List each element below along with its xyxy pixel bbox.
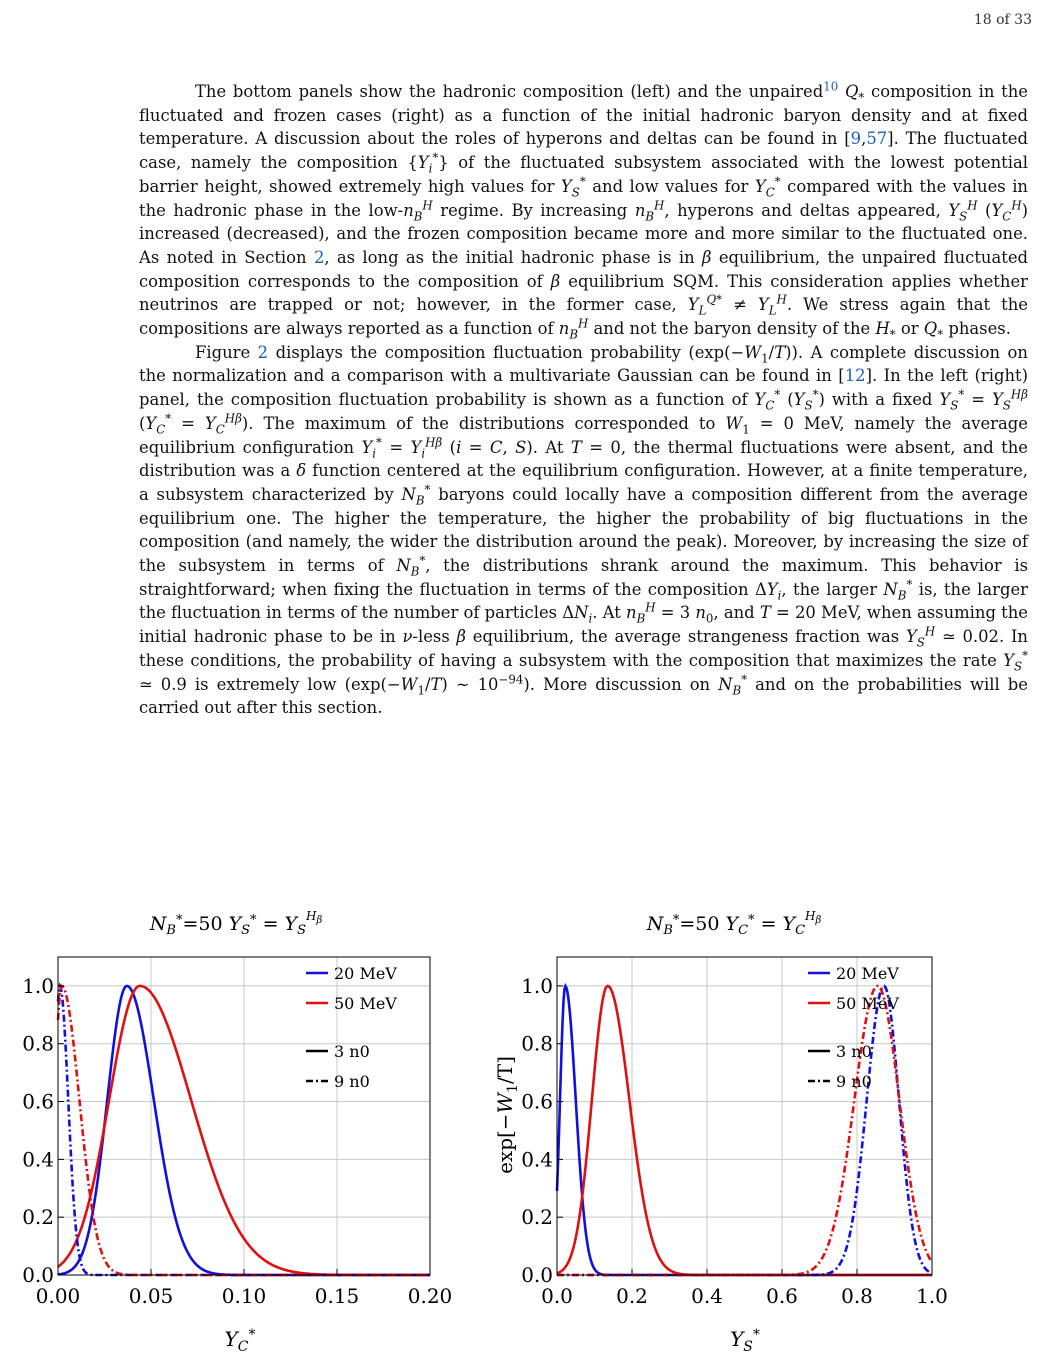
text-segment: Hβ: [1010, 387, 1028, 402]
text-segment[interactable]: 2: [313, 247, 325, 267]
text-segment: = 3: [655, 603, 696, 623]
text-segment: composition in the fluctuated and frozen cases (right) as a function of the initial hadronic baryon density and at fixed temperature. A discussion about the roles of hyperons and deltas can be found in [: [139, 82, 1028, 149]
text-segment: T: [570, 437, 582, 457]
text-segment: *: [741, 672, 748, 687]
text-segment: S: [804, 398, 813, 413]
legend-label: 9 n0: [334, 1072, 370, 1091]
x-tick-label: 0.15: [314, 1284, 360, 1308]
text-segment[interactable]: 2: [257, 342, 269, 362]
text-segment: H: [875, 319, 890, 339]
x-tick-label: 0.00: [35, 1284, 81, 1308]
text-segment: S: [916, 635, 925, 650]
text-segment: Y: [204, 413, 216, 433]
text-segment: ≃ 0.02. In these conditions, the probability of having a subsystem with the composition that maximizes the rate: [139, 627, 1028, 670]
y-tick-label: 0.6: [22, 1089, 54, 1114]
text-segment: -less: [412, 627, 457, 647]
series-line: [557, 986, 932, 1275]
text-segment: ν: [402, 627, 413, 647]
legend-label: 9 n0: [836, 1072, 872, 1091]
chart-right-xlabel: $Y_S^*$: [730, 1327, 760, 1355]
text-segment: C: [1002, 208, 1012, 223]
text-segment: . At: [592, 603, 627, 623]
y-tick-label: 0.0: [521, 1263, 553, 1287]
chart-left: [22, 909, 452, 1355]
text-segment: Y: [991, 200, 1003, 220]
text-segment: β: [456, 627, 466, 647]
text-segment: ≃ 0.9 is extremely low (exp(−: [139, 674, 401, 694]
text-segment: , the larger: [781, 579, 884, 599]
text-segment: *: [812, 387, 819, 402]
text-segment: N: [718, 674, 733, 694]
text-segment: B: [569, 327, 578, 342]
text-segment: B: [410, 564, 420, 579]
text-segment: equilibrium, the unpaired fluctuated composition corresponds to the composition of: [139, 247, 1029, 291]
text-segment: or: [895, 319, 924, 339]
text-segment: ). More discussion on: [523, 674, 719, 694]
text-segment: *: [906, 577, 913, 592]
text-segment: n: [695, 603, 706, 623]
text-segment: (: [442, 437, 457, 457]
text-segment: Y: [766, 579, 778, 599]
y-tick-label: 0.4: [521, 1147, 553, 1172]
body-text: [139, 80, 1028, 720]
text-segment: *: [376, 435, 382, 450]
text-segment[interactable]: 10: [823, 79, 839, 94]
text-segment: i: [421, 445, 426, 460]
text-segment: n: [634, 200, 646, 220]
text-segment: C: [765, 398, 775, 413]
text-segment: The bottom panels show the hadronic composition (left) and the unpaired: [195, 82, 824, 101]
text-segment: H: [967, 198, 978, 213]
text-segment: , and: [713, 603, 760, 623]
text-segment: (: [977, 200, 992, 220]
text-segment: S: [571, 185, 580, 200]
legend-label: 3 n0: [334, 1042, 370, 1061]
text-segment: i: [588, 611, 593, 626]
y-tick-label: 0.0: [22, 1263, 54, 1287]
text-segment: (: [780, 390, 794, 410]
x-tick-label: 0.4: [691, 1284, 723, 1308]
text-segment: ) increased (decreased), and the frozen composition became more and more similar to the fluctuated one. As noted in Section: [139, 200, 1029, 267]
text-segment: } of the fluctuated subsystem associated with the lowest potential barrier height, showed extremely high values for: [139, 153, 1028, 196]
text-segment: W: [725, 413, 743, 433]
text-segment: . We stress again that the compositions are always reported as a function of: [139, 295, 1028, 339]
text-segment: /: [768, 342, 775, 362]
text-segment: *: [579, 174, 586, 189]
text-segment: N: [574, 603, 589, 623]
text-segment: B: [636, 611, 646, 626]
text-segment: ). The maximum of the distributions corresponded to: [241, 413, 726, 433]
chart-left-title: $N_B^*=50$ $Y_S^* = Y_S^H\beta$: [149, 909, 323, 938]
text-segment: B: [415, 493, 425, 508]
text-segment: C: [489, 437, 503, 457]
text-segment: N: [401, 484, 416, 504]
x-tick-label: 0.8: [841, 1284, 873, 1308]
text-segment: H: [776, 292, 787, 307]
text-segment: *: [937, 327, 944, 342]
plot-left: [22, 957, 452, 1308]
text-segment: equilibrium SQM. This consideration applies whether neutrinos are trapped or not; however, in the former case,: [139, 271, 1028, 315]
text-segment: baryons could locally have a composition different from the average equilibrium one. The higher the temperature, the higher the probability of big fluctuations in the composition (and namely, the wider the distribution around the peak). Moreover, by increasing the size of the subsystem in terms of: [139, 484, 1028, 576]
text-segment: *: [165, 411, 172, 426]
text-segment: ]. In the left (right) panel, the composition fluctuation probability is shown as a function of: [139, 366, 1028, 410]
series-line: [557, 986, 932, 1275]
text-segment: Hβ: [425, 435, 443, 450]
text-segment: ,: [861, 129, 867, 149]
text-segment: N: [883, 579, 898, 599]
x-tick-label: 0.2: [616, 1284, 648, 1308]
text-segment: and on the probabilities will be carried out after this section.: [139, 674, 1028, 718]
text-segment: B: [413, 208, 423, 223]
text-segment: /: [424, 674, 431, 694]
text-segment: =: [171, 413, 205, 433]
text-segment: N: [396, 556, 411, 576]
text-segment: ≠: [722, 295, 758, 315]
text-segment: phases.: [943, 319, 1011, 339]
text-segment[interactable]: 9: [850, 129, 862, 149]
text-segment: Y: [991, 390, 1003, 410]
text-segment: L: [698, 303, 707, 318]
y-tick-label: 0.4: [22, 1147, 54, 1172]
text-segment: B: [897, 588, 907, 603]
text-segment: β: [550, 271, 561, 291]
text-segment: Y: [793, 390, 805, 410]
text-segment: S: [1002, 398, 1011, 413]
text-segment: n: [626, 603, 637, 623]
text-segment: ). At: [526, 437, 571, 457]
text-segment: n: [403, 200, 414, 220]
text-segment: Figure: [195, 342, 258, 362]
legend-label: 50 MeV: [836, 994, 899, 1013]
text-segment: C: [765, 185, 775, 200]
text-segment: H: [578, 316, 589, 331]
text-segment: = 20 MeV, when assuming the initial hadronic phase to be in: [139, 603, 1029, 647]
paragraph-composition: [139, 80, 1028, 341]
text-segment: β: [702, 247, 712, 267]
text-segment: n: [558, 319, 570, 339]
text-segment: =: [381, 437, 411, 457]
legend-label: 50 MeV: [334, 994, 397, 1013]
text-segment: Y: [1003, 650, 1014, 670]
page-number: 18 of 33: [973, 12, 1032, 28]
text-segment: i: [456, 437, 462, 457]
text-segment: *: [424, 482, 431, 497]
text-segment: )). A complete discussion on the normalization and a comparison with a multivariate Gaussian can be found in [: [139, 342, 1028, 386]
text-segment: and low values for: [585, 176, 755, 196]
text-segment: S: [1014, 659, 1023, 674]
chart-right: [493, 909, 948, 1355]
text-segment: Hβ: [224, 411, 242, 426]
series-line: [557, 986, 932, 1275]
text-segment: *: [858, 90, 865, 105]
y-tick-label: 0.8: [521, 1031, 553, 1056]
text-segment: W: [744, 342, 762, 362]
text-segment[interactable]: 12: [844, 366, 866, 386]
text-segment: ) with a fixed: [818, 390, 940, 410]
x-tick-label: 0.0: [541, 1284, 573, 1308]
text-segment: δ: [296, 461, 307, 481]
text-segment: *: [958, 387, 965, 402]
text-segment: B: [645, 208, 655, 223]
x-tick-label: 0.10: [221, 1284, 267, 1308]
y-tick-label: 1.0: [22, 973, 54, 998]
text-segment: *: [419, 553, 426, 568]
text-segment: =: [461, 437, 490, 457]
x-tick-label: 0.6: [766, 1284, 798, 1308]
legend-label: 3 n0: [836, 1042, 872, 1061]
y-tick-label: 0.2: [521, 1205, 553, 1230]
text-segment: H: [1011, 198, 1022, 213]
text-segment: is, the larger the fluctuation in terms of the number of particles Δ: [139, 579, 1028, 623]
text-segment: ,: [502, 437, 516, 457]
text-segment: C: [156, 422, 166, 437]
text-segment: Q*: [706, 292, 723, 307]
text-segment: −94: [498, 672, 524, 687]
text-segment: , as long as the initial hadronic phase is in: [324, 247, 703, 267]
text-segment: and not the baryon density of the: [588, 319, 876, 339]
text-segment: S: [959, 208, 968, 223]
text-segment: C: [215, 422, 225, 437]
paragraph-figure-2: [139, 341, 1028, 720]
text-segment: T: [430, 674, 442, 694]
text-segment: 1: [417, 682, 425, 697]
text-segment[interactable]: 57: [866, 129, 888, 149]
y-tick-label: 0.8: [22, 1031, 54, 1056]
text-segment: *: [889, 327, 896, 342]
text-segment: 1: [761, 351, 769, 366]
legend-label: 20 MeV: [836, 964, 899, 983]
text-segment: ) ∼ 10: [441, 674, 499, 694]
text-segment: = 0, the thermal fluctuations were absent, and the distribution was a: [139, 437, 1029, 481]
text-segment: 1: [742, 422, 750, 437]
chart-left-xlabel: $Y_C^*$: [224, 1327, 256, 1355]
text-segment: Y: [948, 200, 960, 220]
text-segment: Y: [145, 413, 157, 433]
text-segment: T: [774, 342, 786, 362]
text-segment: 0: [705, 611, 714, 626]
text-segment: Y: [410, 437, 422, 457]
text-segment: Y: [754, 390, 766, 410]
plot-right: [521, 957, 948, 1308]
y-tick-label: 0.2: [22, 1205, 54, 1230]
chart-right-ylabel: $\exp[-W_1/T]$: [493, 1056, 521, 1174]
text-segment: (: [139, 413, 146, 433]
text-segment: S: [950, 398, 959, 413]
text-segment: H: [654, 198, 665, 213]
text-segment: Q: [838, 82, 859, 101]
x-tick-label: 0.20: [407, 1284, 453, 1308]
figure-2: [0, 900, 1046, 1360]
text-segment: = 0 MeV, namely the average equilibrium configuration: [139, 413, 1028, 457]
text-segment: L: [768, 303, 777, 318]
text-segment: regime. By increasing: [432, 200, 635, 220]
text-segment: *: [432, 150, 439, 165]
text-segment: S: [515, 437, 527, 457]
text-segment: *: [774, 387, 781, 402]
text-segment: compared with the values in the hadronic phase in the low-: [139, 176, 1028, 220]
text-segment: *: [774, 174, 781, 189]
text-segment: i: [428, 161, 433, 176]
text-segment: Y: [417, 153, 429, 173]
text-segment: displays the composition fluctuation probability (exp(−: [268, 342, 745, 362]
text-segment: Y: [905, 627, 917, 647]
text-segment: Y: [754, 176, 766, 196]
text-segment: i: [777, 588, 782, 603]
text-segment: i: [372, 445, 377, 460]
legend-label: 20 MeV: [334, 964, 397, 983]
text-segment: Y: [687, 295, 699, 315]
text-segment: H: [645, 601, 656, 615]
text-segment: ]. The fluctuated case, namely the composition {: [139, 129, 1028, 173]
text-segment: , hyperons and deltas appeared,: [664, 200, 949, 220]
text-segment: H: [924, 624, 936, 639]
text-segment: W: [400, 674, 418, 694]
text-segment: Y: [361, 437, 373, 457]
text-segment: Y: [757, 295, 769, 315]
text-segment: T: [759, 603, 771, 623]
y-tick-label: 1.0: [521, 973, 553, 998]
y-tick-label: 0.6: [521, 1089, 553, 1114]
text-segment: =: [964, 390, 992, 410]
text-segment: *: [1022, 648, 1028, 663]
text-segment: Y: [560, 176, 572, 196]
x-tick-label: 0.05: [128, 1284, 174, 1308]
text-segment: H: [422, 198, 433, 213]
chart-right-title: $N_B^*=50$ $Y_C^* = Y_C^H\beta$: [646, 909, 822, 938]
series-line: [557, 986, 932, 1275]
text-segment: equilibrium, the average strangeness fraction was: [466, 627, 906, 647]
x-tick-label: 1.0: [916, 1284, 948, 1308]
text-segment: function centered at the equilibrium configuration. However, at a finite temperature, a subsystem characterized by: [139, 461, 1028, 504]
text-segment: Q: [923, 319, 938, 339]
text-segment: Y: [939, 390, 951, 410]
text-segment: , the distributions shrank around the maximum. This behavior is straightforward; when fixing the fluctuation in terms of the composition Δ: [139, 556, 1029, 599]
text-segment: B: [732, 682, 742, 697]
